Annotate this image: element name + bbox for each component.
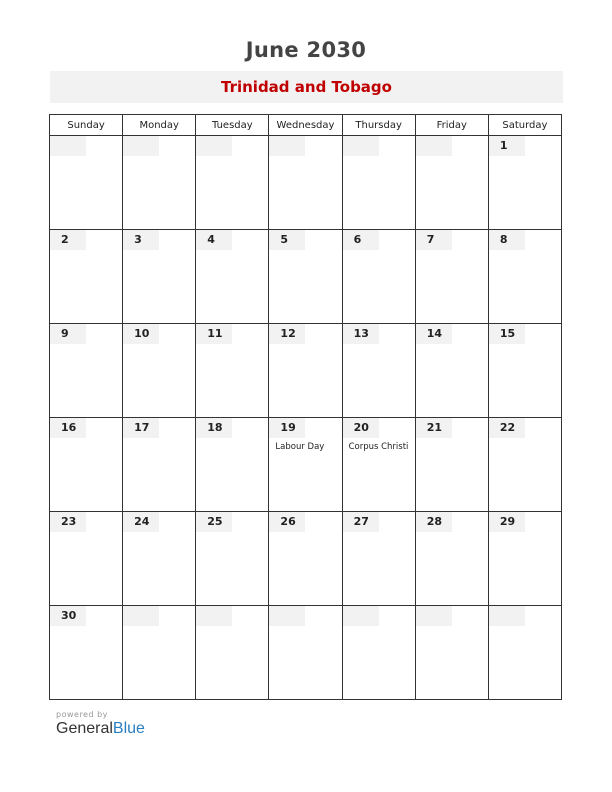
calendar-grid [49, 114, 562, 700]
day-number: 17 [122, 418, 159, 438]
empty-day-label [488, 606, 525, 626]
day-cell[interactable] [50, 606, 123, 700]
day-cell[interactable] [342, 136, 415, 230]
empty-day-label [268, 136, 305, 156]
page-title: June 2030 [245, 38, 367, 62]
day-number: 16 [49, 418, 86, 438]
day-number: 19 [268, 418, 305, 438]
day-cell[interactable] [123, 230, 196, 324]
day-cell[interactable] [123, 136, 196, 230]
calendar-week-row [50, 136, 562, 230]
day-number: 7 [415, 230, 452, 250]
day-number: 22 [488, 418, 525, 438]
weekday-monday: Monday [123, 115, 196, 136]
day-cell[interactable] [50, 136, 123, 230]
brand-blue: Blue [112, 720, 145, 737]
empty-day-label [415, 606, 452, 626]
day-cell[interactable] [342, 606, 415, 700]
day-cell[interactable] [415, 418, 488, 512]
day-cell[interactable] [488, 324, 561, 418]
empty-day-label [195, 136, 232, 156]
day-cell[interactable] [196, 136, 269, 230]
day-number: 4 [195, 230, 232, 250]
day-number: 25 [195, 512, 232, 532]
brand-general: General [56, 720, 113, 737]
day-cell[interactable] [50, 230, 123, 324]
holiday-label: Labour Day [275, 442, 325, 452]
weekday-tuesday: Tuesday [196, 115, 269, 136]
footer [56, 710, 145, 738]
day-cell[interactable] [196, 230, 269, 324]
brand-logo[interactable] [56, 720, 145, 738]
powered-by-text: powered by [56, 710, 108, 719]
day-cell[interactable] [488, 418, 561, 512]
day-number: 29 [488, 512, 525, 532]
weekday-header-row [50, 115, 562, 136]
weekday-saturday: Saturday [488, 115, 561, 136]
day-number: 11 [195, 324, 232, 344]
day-number: 3 [122, 230, 159, 250]
weekday-sunday: Sunday [50, 115, 123, 136]
empty-day-label [122, 606, 159, 626]
day-cell[interactable] [269, 512, 342, 606]
day-number: 26 [268, 512, 305, 532]
day-number: 5 [268, 230, 305, 250]
day-cell[interactable] [123, 512, 196, 606]
day-cell[interactable] [269, 418, 342, 512]
calendar-week-row [50, 324, 562, 418]
day-number: 23 [49, 512, 86, 532]
calendar-week-row [50, 606, 562, 700]
day-cell[interactable] [415, 606, 488, 700]
day-number: 10 [122, 324, 159, 344]
calendar-week-row [50, 418, 562, 512]
day-number: 9 [49, 324, 86, 344]
country-name: Trinidad and Tobago [221, 78, 392, 96]
weekday-friday: Friday [415, 115, 488, 136]
day-number: 21 [415, 418, 452, 438]
empty-day-label [342, 606, 379, 626]
day-cell[interactable] [342, 230, 415, 324]
empty-day-label [195, 606, 232, 626]
day-cell[interactable] [415, 324, 488, 418]
day-cell[interactable] [123, 606, 196, 700]
empty-day-label [122, 136, 159, 156]
day-number: 1 [488, 136, 525, 156]
day-number: 27 [342, 512, 379, 532]
day-cell[interactable] [269, 606, 342, 700]
day-number: 15 [488, 324, 525, 344]
day-number: 28 [415, 512, 452, 532]
day-cell[interactable] [196, 512, 269, 606]
day-number: 14 [415, 324, 452, 344]
day-cell[interactable] [269, 230, 342, 324]
day-number: 30 [49, 606, 86, 626]
day-cell[interactable] [196, 606, 269, 700]
day-cell[interactable] [342, 512, 415, 606]
day-number: 24 [122, 512, 159, 532]
day-number: 2 [49, 230, 86, 250]
day-cell[interactable] [50, 418, 123, 512]
day-cell[interactable] [196, 418, 269, 512]
weekday-thursday: Thursday [342, 115, 415, 136]
day-cell[interactable] [123, 324, 196, 418]
day-cell[interactable] [488, 512, 561, 606]
day-cell[interactable] [50, 324, 123, 418]
day-cell[interactable] [415, 136, 488, 230]
day-cell[interactable] [196, 324, 269, 418]
day-number: 20 [342, 418, 379, 438]
day-cell[interactable] [342, 324, 415, 418]
weekday-wednesday: Wednesday [269, 115, 342, 136]
empty-day-label [342, 136, 379, 156]
holiday-label: Corpus Christi [348, 442, 409, 452]
day-cell[interactable] [415, 512, 488, 606]
day-cell[interactable] [50, 512, 123, 606]
country-banner [50, 71, 563, 103]
day-cell[interactable] [342, 418, 415, 512]
day-cell[interactable] [488, 606, 561, 700]
calendar-week-row [50, 512, 562, 606]
day-cell[interactable] [269, 136, 342, 230]
day-number: 13 [342, 324, 379, 344]
day-number: 18 [195, 418, 232, 438]
empty-day-label [49, 136, 86, 156]
day-cell[interactable] [415, 230, 488, 324]
empty-day-label [415, 136, 452, 156]
day-cell[interactable] [269, 324, 342, 418]
day-cell[interactable] [488, 230, 561, 324]
day-number: 12 [268, 324, 305, 344]
empty-day-label [268, 606, 305, 626]
day-cell[interactable] [488, 136, 561, 230]
day-cell[interactable] [123, 418, 196, 512]
calendar-week-row [50, 230, 562, 324]
day-number: 8 [488, 230, 525, 250]
day-number: 6 [342, 230, 379, 250]
